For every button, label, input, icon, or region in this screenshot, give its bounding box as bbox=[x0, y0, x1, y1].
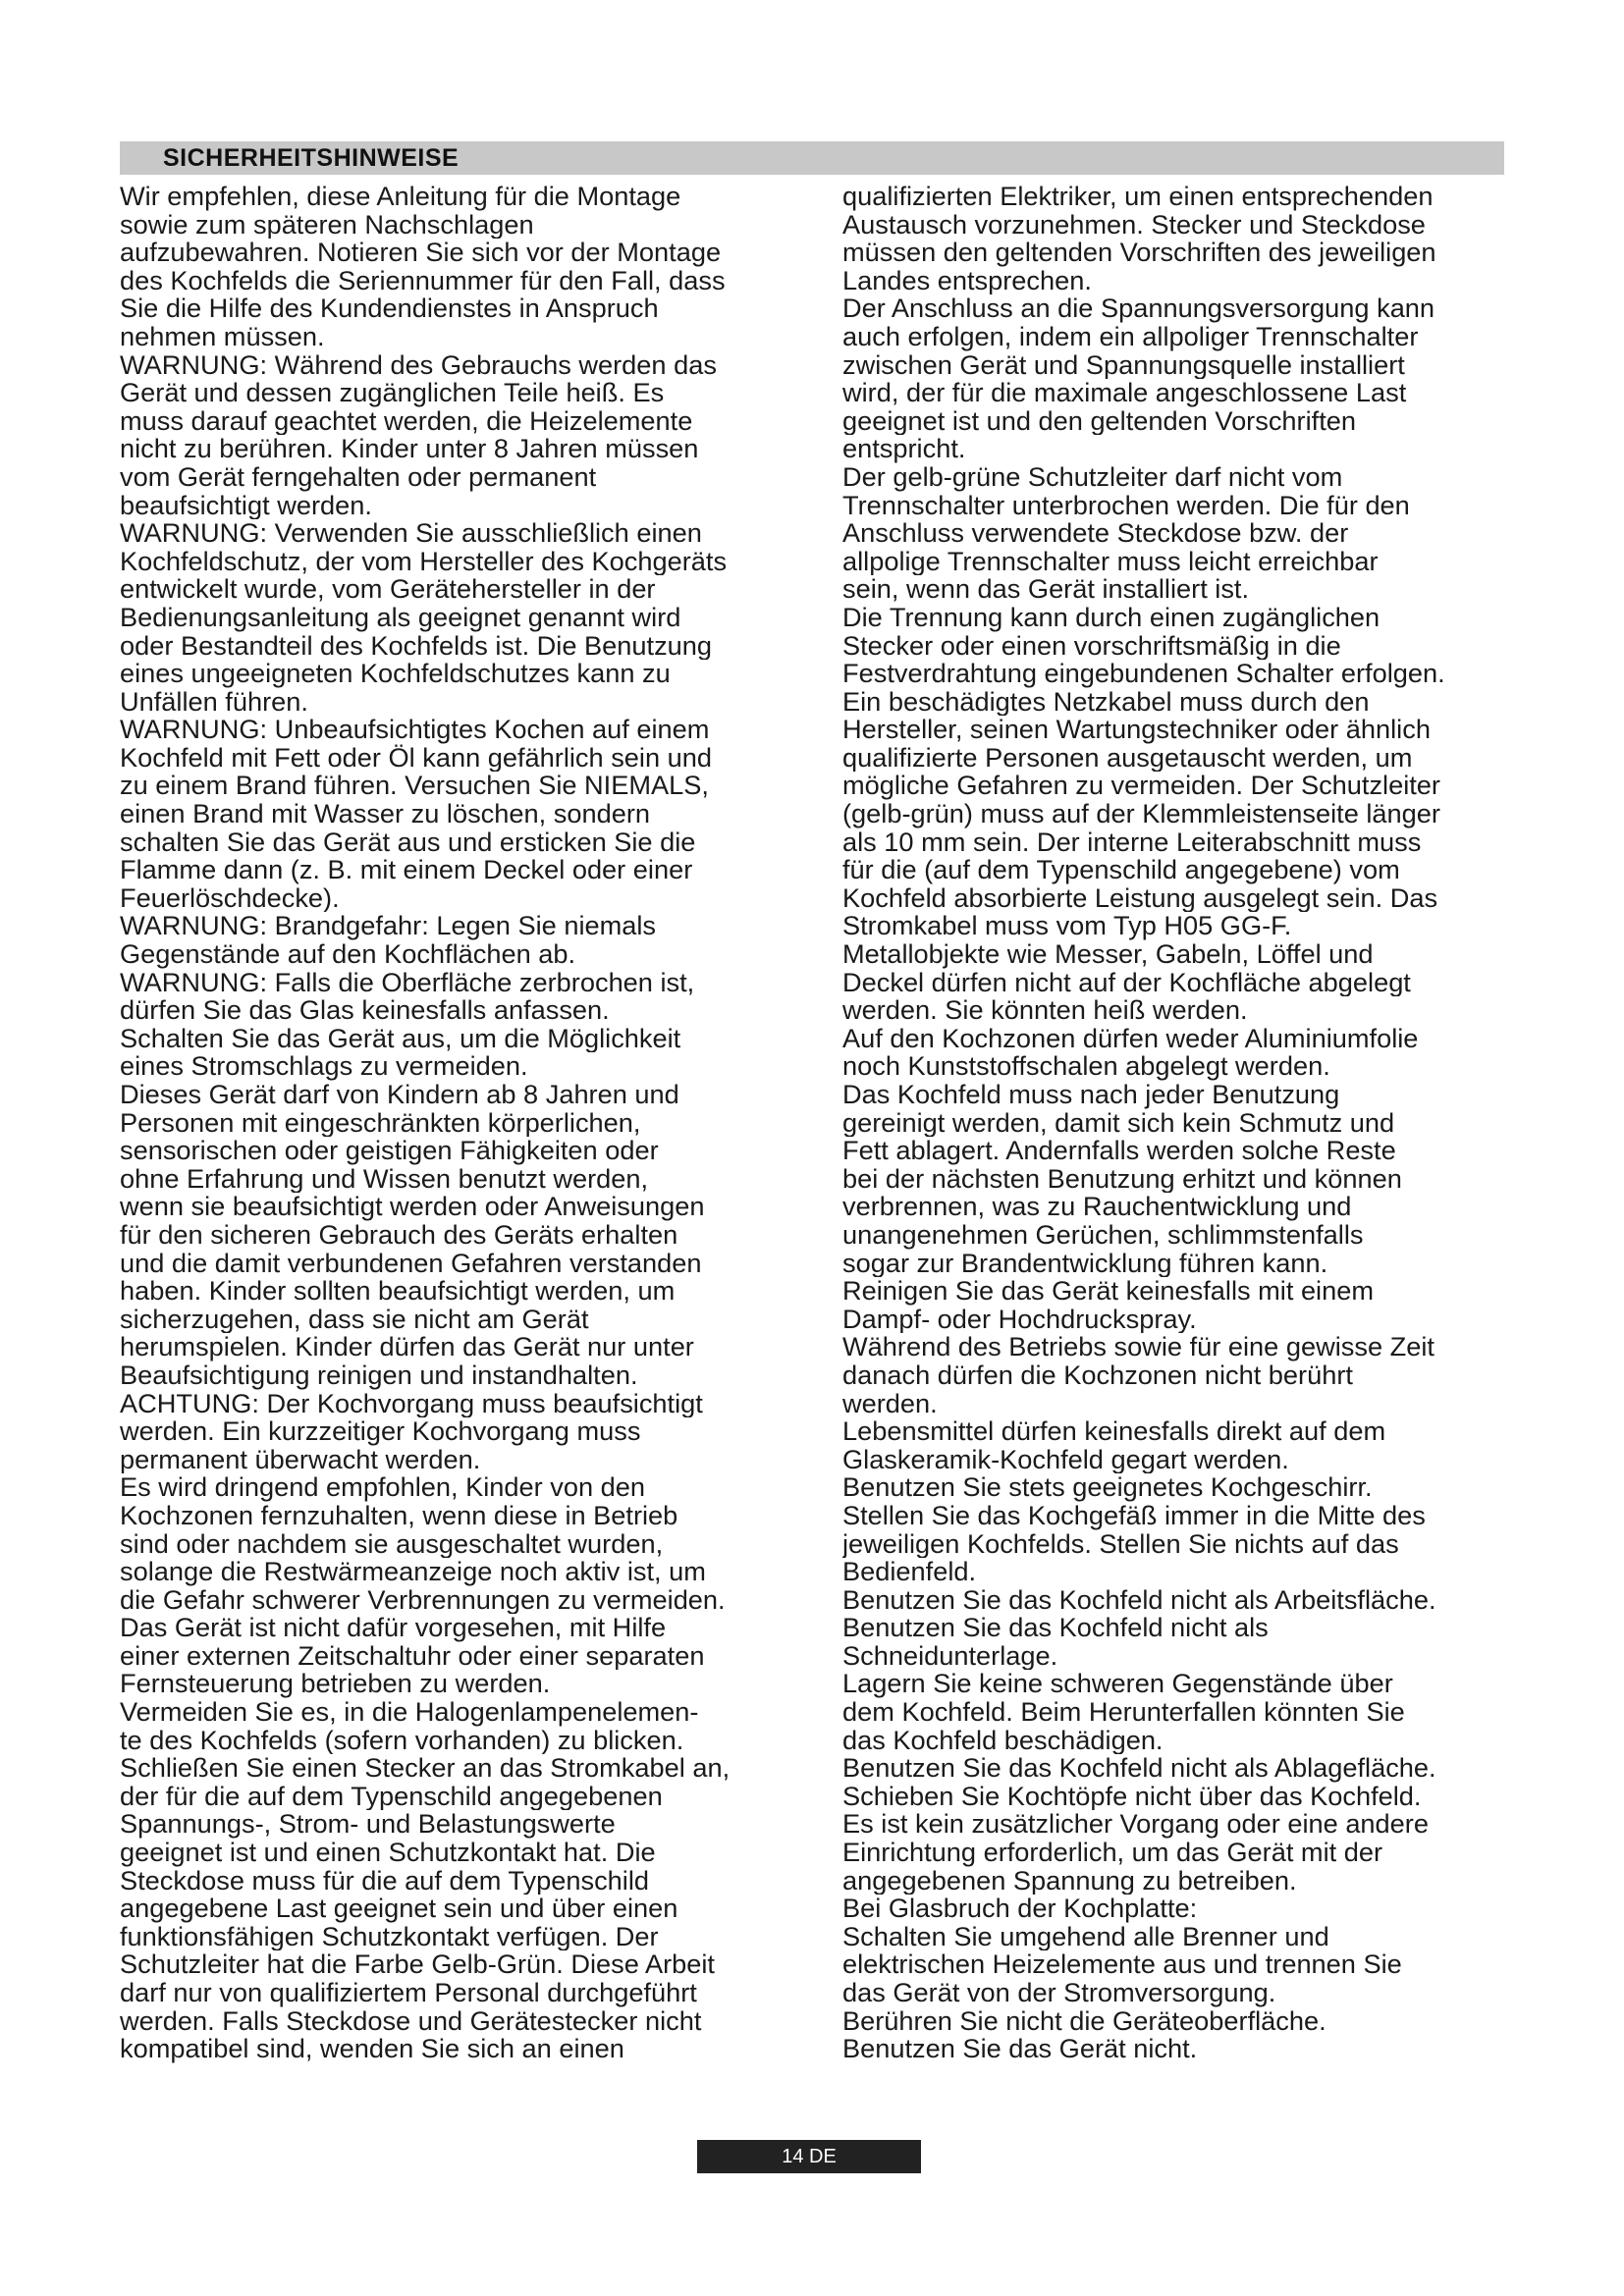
text-line: allpolige Trennschalter muss leicht erreichbar bbox=[842, 547, 1379, 576]
text-line: Stecker oder einen vorschriftsmäßig in die bbox=[842, 631, 1341, 661]
text-line: ACHTUNG: Der Kochvorgang muss beaufsichtigt bbox=[120, 1389, 703, 1418]
text-line: Unfällen führen. bbox=[120, 687, 308, 717]
text-line: ohne Erfahrung und Wissen benutzt werden, bbox=[120, 1164, 649, 1194]
text-line: aufzubewahren. Notieren Sie sich vor der Montage bbox=[120, 239, 722, 267]
text-line: Bedienungsanleitung als geeignet genannt wird bbox=[120, 603, 681, 632]
text-line: Benutzen Sie das Gerät nicht. bbox=[842, 2035, 1198, 2063]
text-line: sowie zum späteren Nachschlagen bbox=[120, 210, 534, 240]
text-line: Bei Glasbruch der Kochplatte: bbox=[842, 1895, 1198, 1923]
text-line: Während des Betriebs sowie für eine gewisse Zeit bbox=[842, 1333, 1435, 1362]
text-line: werden. Falls Steckdose und Gerätestecker nicht bbox=[120, 2006, 702, 2036]
text-line: die Gefahr schwerer Verbrennungen zu vermeiden. bbox=[120, 1585, 726, 1615]
text-line: Wir empfehlen, diese Anleitung für die Montage bbox=[120, 183, 681, 211]
text-line: Gerät und dessen zugänglichen Teile heiß. Es bbox=[120, 379, 665, 407]
text-line: Das Kochfeld muss nach jeder Benutzung bbox=[842, 1081, 1340, 1109]
text-line: sensorischen oder geistigen Fähigkeiten oder bbox=[120, 1137, 659, 1165]
text-line: qualifizierten Elektriker, um einen entsprechenden bbox=[842, 183, 1434, 211]
text-line: Schalten Sie das Gerät aus, um die Möglichkeit bbox=[120, 1024, 681, 1053]
text-line: Glaskeramik-Kochfeld gegart werden. bbox=[842, 1445, 1289, 1474]
text-line: permanent überwacht werden. bbox=[120, 1445, 481, 1474]
text-line: Bedienfeld. bbox=[842, 1558, 977, 1586]
text-line: Personen mit eingeschränkten körperlichen, bbox=[120, 1108, 641, 1138]
left-text-column bbox=[120, 183, 799, 2063]
text-line: werden. Sie könnten heiß werden. bbox=[842, 996, 1248, 1025]
text-line: Lebensmittel dürfen keinesfalls direkt auf dem bbox=[842, 1417, 1386, 1446]
text-line: Das Gerät ist nicht dafür vorgesehen, mit Hilfe bbox=[120, 1614, 667, 1642]
text-line: Einrichtung erforderlich, um das Gerät mit der bbox=[842, 1839, 1383, 1867]
text-line: Schutzleiter hat die Farbe Gelb-Grün. Diese Arbeit bbox=[120, 1950, 715, 1979]
text-line: Landes entsprechen. bbox=[842, 266, 1092, 295]
text-line: der für die auf dem Typenschild angegebenen bbox=[120, 1782, 663, 1811]
text-line: geeignet ist und einen Schutzkontakt hat. Die bbox=[120, 1839, 656, 1867]
text-line: wird, der für die maximale angeschlossene Last bbox=[842, 379, 1407, 407]
text-line: Stromkabel muss vom Typ H05 GG-F. bbox=[842, 912, 1292, 941]
text-line: das Gerät von der Stromversorgung. bbox=[842, 1979, 1276, 2007]
text-line: oder Bestandteil des Kochfelds ist. Die Benutzung bbox=[120, 631, 713, 661]
text-line: noch Kunststoffschalen abgelegt werden. bbox=[842, 1052, 1330, 1081]
text-line: dürfen Sie das Glas keinesfalls anfassen. bbox=[120, 996, 610, 1025]
text-line: Metallobjekte wie Messer, Gabeln, Löffel und bbox=[842, 940, 1374, 969]
text-line: Flamme dann (z. B. mit einem Deckel oder einer bbox=[120, 856, 693, 884]
text-line: Schließen Sie einen Stecker an das Stromkabel an, bbox=[120, 1754, 731, 1783]
text-line: Austausch vorzunehmen. Stecker und Steckdose bbox=[842, 210, 1426, 240]
text-line: WARNUNG: Falls die Oberfläche zerbrochen ist, bbox=[120, 968, 695, 997]
text-line: einer externen Zeitschaltuhr oder einer separaten bbox=[120, 1641, 705, 1671]
text-line: Trennschalter unterbrochen werden. Die für den bbox=[842, 491, 1410, 520]
text-line: Kochfeld absorbierte Leistung ausgelegt sein. Das bbox=[842, 883, 1438, 913]
text-line: verbrennen, was zu Rauchentwicklung und bbox=[842, 1193, 1352, 1221]
text-line: als 10 mm sein. Der interne Leiterabschnitt muss bbox=[842, 828, 1422, 857]
text-line: sicherzugehen, dass sie nicht am Gerät bbox=[120, 1305, 589, 1334]
text-line: Kochfeld mit Fett oder Öl kann gefährlich sein und bbox=[120, 743, 712, 773]
text-line: solange die Restwärmeanzeige noch aktiv ist, um bbox=[120, 1558, 706, 1586]
text-line: angegebene Last geeignet sein und über einen bbox=[120, 1895, 678, 1923]
text-line: Es ist kein zusätzlicher Vorgang oder eine andere bbox=[842, 1810, 1429, 1840]
text-line: Fernsteuerung betrieben zu werden. bbox=[120, 1670, 551, 1699]
text-line: Benutzen Sie das Kochfeld nicht als Ablagefläche. bbox=[842, 1754, 1436, 1783]
text-line: Anschluss verwendete Steckdose bzw. der bbox=[842, 519, 1349, 548]
text-line: Stellen Sie das Kochgefäß immer in die Mitte des bbox=[842, 1501, 1426, 1530]
text-line: nehmen müssen. bbox=[120, 322, 325, 351]
text-line: auch erfolgen, indem ein allpoliger Trennschalter bbox=[842, 322, 1419, 351]
text-line: Festverdrahtung eingebundenen Schalter erfolgen. bbox=[842, 660, 1445, 688]
text-line: vom Gerät ferngehalten oder permanent bbox=[120, 462, 597, 492]
text-line: Benutzen Sie stets geeignetes Kochgeschirr. bbox=[842, 1473, 1373, 1502]
text-line: sogar zur Brandentwicklung führen kann. bbox=[842, 1249, 1328, 1278]
text-line: Kochzonen fernzuhalten, wenn diese in Betrieb bbox=[120, 1501, 678, 1530]
text-line: WARNUNG: Brandgefahr: Legen Sie niemals bbox=[120, 912, 657, 941]
text-line: elektrischen Heizelemente aus und trennen Sie bbox=[842, 1950, 1402, 1979]
text-line: unangenehmen Gerüchen, schlimmstenfalls bbox=[842, 1220, 1364, 1250]
text-line: gereinigt werden, damit sich kein Schmutz und bbox=[842, 1108, 1395, 1138]
text-line: Beaufsichtigung reinigen und instandhalten. bbox=[120, 1361, 638, 1390]
section-title: SICHERHEITSHINWEISE bbox=[163, 144, 460, 172]
text-line: mögliche Gefahren zu vermeiden. Der Schutzleiter bbox=[842, 772, 1440, 801]
text-line: einen Brand mit Wasser zu löschen, sondern bbox=[120, 800, 650, 828]
text-line: Vermeiden Sie es, in die Halogenlampenelemen- bbox=[120, 1698, 699, 1727]
text-line: Benutzen Sie das Kochfeld nicht als bbox=[842, 1614, 1269, 1642]
text-line: te des Kochfelds (sofern vorhanden) zu blicken. bbox=[120, 1726, 684, 1755]
page-number-badge: 14 DE bbox=[697, 2140, 921, 2173]
text-line: des Kochfelds die Seriennummer für den Fall, dass bbox=[120, 266, 726, 295]
text-line: Sie die Hilfe des Kundendienstes in Anspruch bbox=[120, 294, 659, 323]
text-line: geeignet ist und den geltenden Vorschriften bbox=[842, 406, 1356, 436]
text-line: Auf den Kochzonen dürfen weder Aluminiumfolie bbox=[842, 1024, 1419, 1053]
text-line: darf nur von qualifiziertem Personal durchgeführt bbox=[120, 1979, 697, 2007]
text-line: für den sicheren Gebrauch des Geräts erhalten bbox=[120, 1220, 678, 1250]
text-line: zu einem Brand führen. Versuchen Sie NIEMALS, bbox=[120, 772, 709, 801]
text-line: Lagern Sie keine schweren Gegenstände über bbox=[842, 1670, 1393, 1699]
text-line: schalten Sie das Gerät aus und ersticken Sie die bbox=[120, 828, 696, 857]
text-line: WARNUNG: Verwenden Sie ausschließlich einen bbox=[120, 519, 702, 548]
text-line: qualifizierte Personen ausgetauscht werden, um bbox=[842, 743, 1413, 773]
text-line: zwischen Gerät und Spannungsquelle installiert bbox=[842, 350, 1405, 380]
text-line: Schneidunterlage. bbox=[842, 1641, 1058, 1671]
text-line: Schalten Sie umgehend alle Brenner und bbox=[842, 1922, 1329, 1951]
text-line: entwickelt wurde, vom Gerätehersteller in der bbox=[120, 575, 656, 604]
text-line: Der Anschluss an die Spannungsversorgung kann bbox=[842, 294, 1435, 323]
text-line: haben. Kinder sollten beaufsichtigt werden, um bbox=[120, 1277, 676, 1306]
text-line: Deckel dürfen nicht auf der Kochfläche abgelegt bbox=[842, 968, 1411, 997]
text-line: bei der nächsten Benutzung erhitzt und können bbox=[842, 1164, 1402, 1194]
text-line: Kochfeldschutz, der vom Hersteller des Kochgeräts bbox=[120, 547, 728, 576]
text-line: danach dürfen die Kochzonen nicht berührt bbox=[842, 1361, 1353, 1390]
text-line: Benutzen Sie das Kochfeld nicht als Arbeitsfläche. bbox=[842, 1585, 1436, 1615]
text-line: muss darauf geachtet werden, die Heizelemente bbox=[120, 406, 693, 436]
text-line: Die Trennung kann durch einen zugänglichen bbox=[842, 603, 1380, 632]
text-line: Hersteller, seinen Wartungstechniker oder ähnlich bbox=[842, 716, 1431, 744]
text-line: Steckdose muss für die auf dem Typenschild bbox=[120, 1866, 649, 1896]
text-line: Es wird dringend empfohlen, Kinder von den bbox=[120, 1473, 646, 1502]
text-line: und die damit verbundenen Gefahren verstanden bbox=[120, 1249, 702, 1278]
text-line: nicht zu berühren. Kinder unter 8 Jahren müssen bbox=[120, 435, 699, 463]
text-line: beaufsichtigt werden. bbox=[120, 491, 372, 520]
text-line: WARNUNG: Unbeaufsichtigtes Kochen auf einem bbox=[120, 716, 710, 744]
text-line: Ein beschädigtes Netzkabel muss durch den bbox=[842, 687, 1370, 717]
text-line: Feuerlöschdecke). bbox=[120, 883, 340, 913]
text-line: WARNUNG: Während des Gebrauchs werden das bbox=[120, 350, 717, 380]
text-line: Berühren Sie nicht die Geräteoberfläche. bbox=[842, 2006, 1326, 2036]
text-line: dem Kochfeld. Beim Herunterfallen könnten Sie bbox=[842, 1698, 1405, 1727]
text-line: das Kochfeld beschädigen. bbox=[842, 1726, 1164, 1755]
text-line: jeweiligen Kochfelds. Stellen Sie nichts auf das bbox=[842, 1529, 1399, 1559]
text-line: funktionsfähigen Schutzkontakt verfügen. Der bbox=[120, 1922, 659, 1951]
text-line: wenn sie beaufsichtigt werden oder Anweisungen bbox=[120, 1193, 705, 1221]
right-text-column bbox=[842, 183, 1504, 2063]
text-line: (gelb-grün) muss auf der Klemmleistenseite länger bbox=[842, 800, 1440, 828]
text-line: werden. Ein kurzzeitiger Kochvorgang muss bbox=[120, 1417, 641, 1446]
text-line: Fett ablagert. Andernfalls werden solche Reste bbox=[842, 1137, 1396, 1165]
text-line: sein, wenn das Gerät installiert ist. bbox=[842, 575, 1250, 604]
text-line: Spannungs-, Strom- und Belastungswerte bbox=[120, 1810, 616, 1840]
text-line: entspricht. bbox=[842, 435, 966, 463]
text-line: kompatibel sind, wenden Sie sich an einen bbox=[120, 2035, 624, 2063]
text-line: sind oder nachdem sie ausgeschaltet wurden, bbox=[120, 1529, 664, 1559]
text-line: Dieses Gerät darf von Kindern ab 8 Jahren und bbox=[120, 1081, 679, 1109]
text-line: Der gelb-grüne Schutzleiter darf nicht vom bbox=[842, 462, 1343, 492]
text-line: herumspielen. Kinder dürfen das Gerät nur unter bbox=[120, 1333, 694, 1362]
text-line: Reinigen Sie das Gerät keinesfalls mit einem bbox=[842, 1277, 1374, 1306]
text-line: eines Stromschlags zu vermeiden. bbox=[120, 1052, 528, 1081]
section-header-bar bbox=[120, 141, 1504, 175]
text-line: Dampf- oder Hochdruckspray. bbox=[842, 1305, 1197, 1334]
text-line: eines ungeeigneten Kochfeldschutzes kann zu bbox=[120, 660, 671, 688]
text-line: für die (auf dem Typenschild angegebene) vom bbox=[842, 856, 1400, 884]
text-line: Gegenstände auf den Kochflächen ab. bbox=[120, 940, 576, 969]
text-line: werden. bbox=[842, 1389, 938, 1418]
text-line: angegebenen Spannung zu betreiben. bbox=[842, 1866, 1297, 1896]
text-line: Schieben Sie Kochtöpfe nicht über das Kochfeld. bbox=[842, 1782, 1422, 1811]
text-line: müssen den geltenden Vorschriften des jeweiligen bbox=[842, 239, 1436, 267]
